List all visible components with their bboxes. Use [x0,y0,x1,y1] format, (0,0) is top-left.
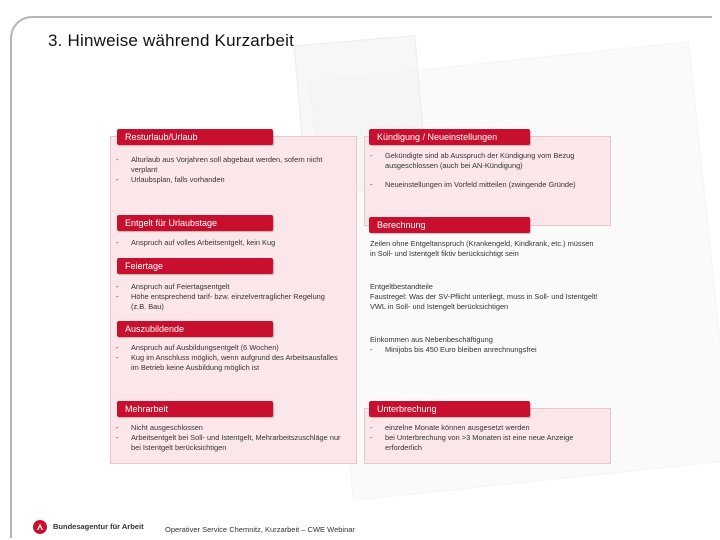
berechnung-paragraph-3 [370,335,600,355]
list-item: - Anspruch auf volles Arbeitsentgelt, kein Kug [116,238,276,247]
berechnung-header: Berechnung [369,217,530,233]
list-item: - bei Unterbrechung von >3 Monaten ist eine neue Anzeige erforderlich [370,433,574,452]
unterbrechung-header: Unterbrechung [369,401,530,417]
mehrarbeit-header: Mehrarbeit [117,401,273,417]
feiertage-header: Feiertage [117,258,273,274]
list-item: - Kug im Anschluss möglich, wenn aufgrund des Arbeitsausfalles im Betrieb keine Ausbildung möglich ist [116,353,338,372]
kuendigung-header: Kündigung / Neueinstellungen [369,129,530,145]
list-item: - Urlaubsplan, falls vorhanden [116,175,225,184]
entgelt-header: Entgelt für Urlaubstage [117,215,273,231]
resturlaub-list [116,155,346,185]
ba-logo-arrow-icon [33,520,47,534]
unterbrechung-list [370,423,595,453]
feiertage-list [116,282,341,312]
resturlaub-header: Resturlaub/Urlaub [117,129,273,145]
entgelt-list [116,238,346,248]
auszubildende-header: Auszubildende [117,321,273,337]
list-item: - Höhe entsprechend tarif- bzw. einzelvertraglicher Regelung (z.B. Bau) [116,292,325,311]
auszubildende-list [116,343,346,373]
logo-text: Bundesagentur für Arbeit [53,522,144,531]
slide-title: 3. Hinweise während Kurzarbeit [48,31,295,50]
list-item: - Alturlaub aus Vorjahren soll abgebaut werden, sofern nicht verplant [116,155,323,174]
list-item: - Anspruch auf Ausbildungsentgelt (6 Wochen) [116,343,279,352]
list-item: - einzelne Monate können ausgesetzt werden [370,423,530,432]
list-item: - Nicht ausgeschlossen [116,423,203,432]
list-item: - Anspruch auf Feiertagsentgelt [116,282,230,291]
kuendigung-list [370,151,595,190]
list-item: - Neueinstellungen im Vorfeld mitteilen (zwingende Gründe) [370,180,576,189]
mehrarbeit-list [116,423,346,453]
nebenbeschaeftigung-heading: Einkommen aus Nebenbeschäftigung [370,335,493,344]
berechnung-vwl: VWL in Soll- und Istengelt berücksichtigen [370,302,509,311]
list-item: - Gekündigte sind ab Ausspruch der Kündigung vom Bezug ausgeschlossen (auch bei AN-Kündigung) [370,151,575,170]
berechnung-rule: Faustregel: Was der SV-Pflicht unterliegt, muss in Soll- und Istentgelt! [370,292,598,301]
berechnung-paragraph-1: Zeilen ohne Entgeltanspruch (Krankengeld, Kindkrank, etc.) müssen in Soll- und Istentgelt fiktiv berücksichtigt sein [370,239,594,258]
list-item: - Arbeitsentgelt bei Soll- und Istentgelt, Mehrarbeitszuschläge nur bei Istentgelt berücksichtigen [116,433,341,452]
ba-logo-icon [33,520,47,534]
list-item: - Minijobs bis 450 Euro bleiben anrechnungsfrei [370,345,537,354]
footer-text: Operativer Service Chemnitz, Kurzarbeit – CWE Webinar [165,525,355,534]
berechnung-paragraph-2 [370,282,600,312]
berechnung-subheading: Entgeltbestandteile [370,282,433,291]
